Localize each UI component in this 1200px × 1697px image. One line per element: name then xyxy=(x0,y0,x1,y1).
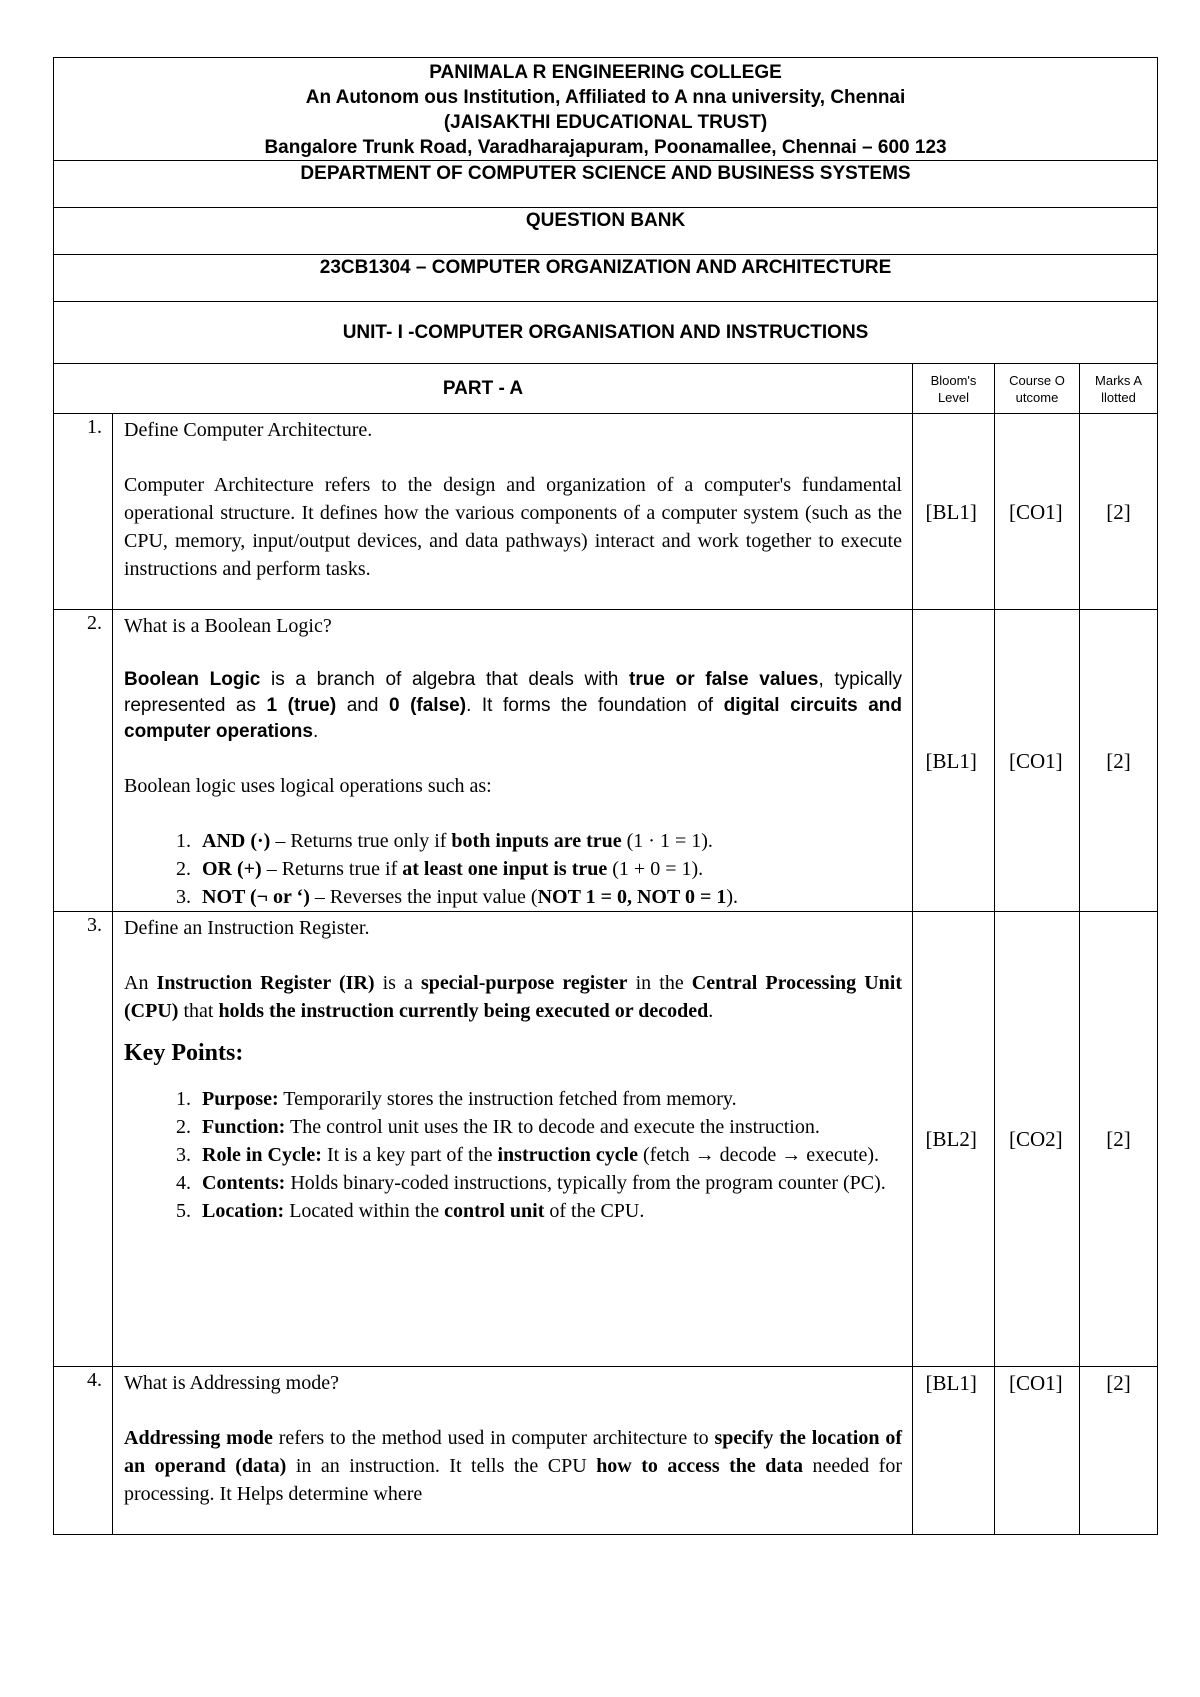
institution-header xyxy=(54,58,1158,161)
question-row xyxy=(54,610,1158,912)
question-text: Define Computer Architecture. xyxy=(124,419,373,441)
blooms-level: [BL1] xyxy=(913,610,995,912)
unit-row xyxy=(54,302,1158,364)
question-text: What is Addressing mode? xyxy=(124,1372,339,1394)
list-item: 2. Function: The control unit uses the IR to decode and execute the instruction. xyxy=(196,1113,902,1141)
department-name: DEPARTMENT OF COMPUTER SCIENCE AND BUSINESS SYSTEMS xyxy=(54,161,1158,208)
question-number: 3. xyxy=(54,912,113,1367)
institution-header-row xyxy=(54,58,1158,161)
course-outcome: [CO1] xyxy=(995,1367,1080,1535)
list-item: 1. Purpose: Temporarily stores the instruction fetched from memory. xyxy=(196,1085,902,1113)
list-item: 1. AND (·) – Returns true only if both inputs are true (1 · 1 = 1). xyxy=(196,827,902,855)
list-item: 4. Contents: Holds binary-coded instructions, typically from the program counter (PC). xyxy=(196,1169,902,1197)
course-outcome: [CO1] xyxy=(995,610,1080,912)
key-points-list xyxy=(124,1085,902,1225)
question-content xyxy=(113,1367,913,1535)
question-row xyxy=(54,912,1158,1367)
blooms-level: [BL1] xyxy=(913,414,995,610)
blooms-level: [BL1] xyxy=(913,1367,995,1535)
autonomous-line: An Autonom ous Institution, Affiliated to A nna university, Chennai xyxy=(305,87,906,108)
college-address: Bangalore Trunk Road, Varadharajapuram, Poonamallee, Chennai – 600 123 xyxy=(264,137,947,158)
question-text: What is a Boolean Logic? xyxy=(124,615,332,637)
list-item: 3. Role in Cycle: It is a key part of the instruction cycle (fetch → decode → execute). xyxy=(196,1141,902,1169)
operations-intro: Boolean logic uses logical operations such as: xyxy=(124,775,492,797)
part-heading: PART - A xyxy=(54,364,913,414)
marks: [2] xyxy=(1080,912,1158,1367)
course-row xyxy=(54,255,1158,302)
key-points-heading: Key Points: xyxy=(124,1040,244,1066)
department-row xyxy=(54,161,1158,208)
marks-allotted-header: Marks Allotted xyxy=(1080,364,1158,414)
unit-title: UNIT- I -COMPUTER ORGANISATION AND INSTRUCTIONS xyxy=(54,302,1158,364)
question-content xyxy=(113,610,913,912)
document-type: QUESTION BANK xyxy=(54,208,1158,255)
answer-text: Boolean Logic is a branch of algebra that deals with true or false values, typically represented as 1 (true) and 0 (false). It forms the foundation of digital circuits and computer operations. xyxy=(124,669,903,742)
doc-type-row xyxy=(54,208,1158,255)
answer-text: Addressing mode refers to the method used in computer architecture to specify the location of an operand (data) in an instruction. It tells the CPU how to access the data needed for processing. It Helps determine where xyxy=(124,1427,902,1505)
trust-name: (JAISAKTHI EDUCATIONAL TRUST) xyxy=(443,112,768,133)
question-row xyxy=(54,414,1158,610)
column-header-row xyxy=(54,364,1158,414)
blooms-level-header: Bloom's Level xyxy=(913,364,995,414)
list-item: 5. Location: Located within the control unit of the CPU. xyxy=(196,1197,902,1225)
course-outcome: [CO1] xyxy=(995,414,1080,610)
course-outcome-header: Course Outcome xyxy=(995,364,1080,414)
question-number: 4. xyxy=(54,1367,113,1535)
question-content xyxy=(113,414,913,610)
marks: [2] xyxy=(1080,414,1158,610)
question-bank-table xyxy=(53,57,1158,1535)
operations-list xyxy=(124,827,902,911)
answer-text: An Instruction Register (IR) is a special-purpose register in the Central Processing Unit (CPU) that holds the instruction currently being executed or decoded. xyxy=(124,972,902,1022)
course-outcome: [CO2] xyxy=(995,912,1080,1367)
marks: [2] xyxy=(1080,610,1158,912)
question-content xyxy=(113,912,913,1367)
course-title: 23CB1304 – COMPUTER ORGANIZATION AND ARCHITECTURE xyxy=(54,255,1158,302)
marks: [2] xyxy=(1080,1367,1158,1535)
list-item: 3. NOT (¬ or ‘) – Reverses the input value (NOT 1 = 0, NOT 0 = 1). xyxy=(196,883,902,911)
question-text: Define an Instruction Register. xyxy=(124,917,370,939)
list-item: 2. OR (+) – Returns true if at least one input is true (1 + 0 = 1). xyxy=(196,855,902,883)
answer-text: Computer Architecture refers to the design and organization of a computer's fundamental operational structure. It defines how the various components of a computer system (such as the CPU, memory, input/output devices, and data pathways) interact and work together to execute instructions and perform tasks. xyxy=(124,474,902,580)
question-number: 2. xyxy=(54,610,113,912)
question-row xyxy=(54,1367,1158,1535)
blooms-level: [BL2] xyxy=(913,912,995,1367)
question-number: 1. xyxy=(54,414,113,610)
college-name: PANIMALA R ENGINEERING COLLEGE xyxy=(429,62,782,83)
